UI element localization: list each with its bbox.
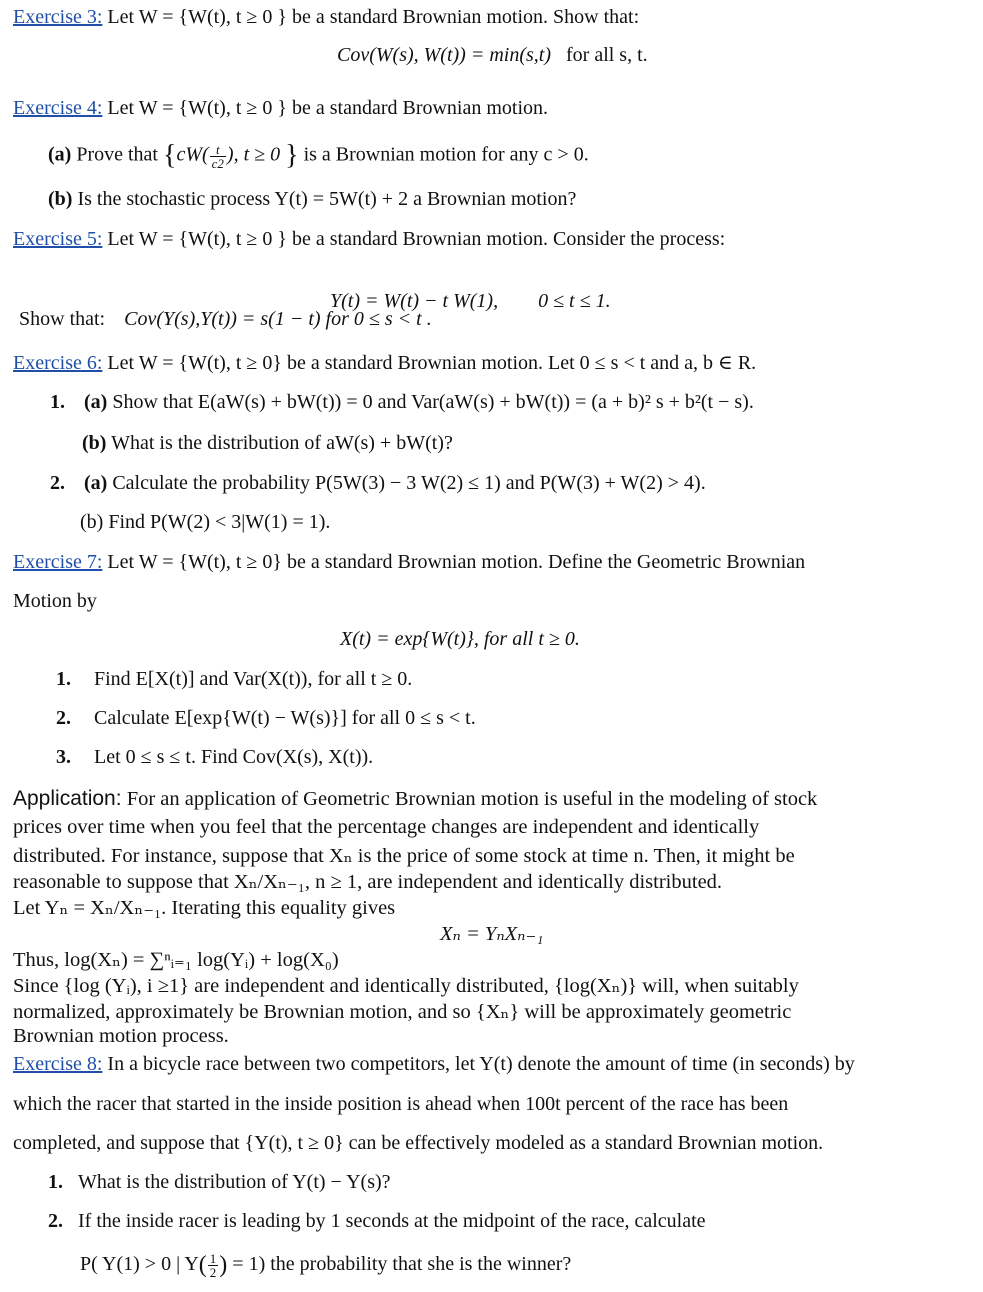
- ex3-formula-suffix: for all s, t.: [566, 44, 648, 66]
- application-l7: Since {log (Yᵢ), i ≥1} are independent and identically distributed, {log(Xₙ)} will, when suitably: [13, 975, 799, 997]
- application-line-4: [13, 869, 722, 894]
- ex6-i1a-line: [50, 391, 754, 414]
- ex8-l2: which the racer that started in the inside position is ahead when 100t percent of the race has been: [13, 1093, 789, 1115]
- ex8-frac-num: 1: [209, 1251, 217, 1266]
- ex7-item-2-num: 2.: [56, 707, 71, 729]
- ex4-a-suffix: is a Brownian motion for any c > 0.: [303, 143, 589, 166]
- ex8-item-2-num: 2.: [48, 1210, 63, 1232]
- application-l8: normalized, approximately be Brownian motion, and so {Xₙ} will be approximately geometric: [13, 1001, 792, 1023]
- ex7-line: [13, 551, 805, 574]
- ex3-line: [13, 6, 639, 29]
- ex3-text: Let W = {W(t), t ≥ 0 } be a standard Brownian motion. Show that:: [107, 6, 640, 28]
- application-line-5: [13, 895, 395, 920]
- ex8-prob-line: [80, 1252, 571, 1279]
- ex6-i2b-line: [80, 511, 330, 534]
- ex8-line-2: [13, 1093, 788, 1116]
- ex6-i1a-text: Show that E(aW(s) + bW(t)) = 0 and Var(aW(s) + bW(t)) = (a + b)² s + b²(t − s).: [112, 391, 754, 413]
- application-line-9: [13, 1025, 229, 1048]
- ex7-item-3-text: Let 0 ≤ s ≤ t. Find Cov(X(s), X(t)).: [94, 746, 374, 768]
- ex6-text: Let W = {W(t), t ≥ 0} be a standard Brownian motion. Let 0 ≤ s < t and a, b ∈ R.: [107, 352, 757, 374]
- ex4-a-brace-close: }: [285, 140, 299, 171]
- ex4-a-frac-num: t: [210, 143, 226, 157]
- ex5-formula: Y(t) = W(t) − t W(1), 0 ≤ t ≤ 1.: [330, 290, 611, 312]
- ex4-text: Let W = {W(t), t ≥ 0 } be a standard Brownian motion.: [107, 97, 549, 119]
- ex3-formula-line: [337, 44, 648, 67]
- ex4-a-brace-open: {: [162, 140, 177, 171]
- application-l3: distributed. For instance, suppose that Xₙ is the price of some stock at time n. Then, it might be: [13, 845, 795, 867]
- ex8-item-1-text: What is the distribution of Y(t) − Y(s)?: [78, 1171, 391, 1193]
- ex5-show-line: [19, 308, 432, 331]
- ex8-item-2-text: If the inside racer is leading by 1 seconds at the midpoint of the race, calculate: [78, 1210, 706, 1232]
- ex7-formula: X(t) = exp{W(t)}, for all t ≥ 0.: [340, 628, 580, 650]
- application-line-8: [13, 999, 791, 1024]
- application-l1: For an application of Geometric Brownian motion is useful in the modeling of stock: [126, 788, 818, 810]
- ex7-item-2-text: Calculate E[exp{W(t) − W(s)}] for all 0 ≤ s < t.: [94, 707, 476, 729]
- ex8-item-1: [48, 1171, 391, 1194]
- ex7-item-1-num: 1.: [56, 668, 71, 690]
- ex6-i1-num: 1.: [50, 391, 65, 413]
- ex8-item-2: [48, 1210, 706, 1233]
- application-line-3: [13, 843, 795, 868]
- ex6-i1a-label: (a): [84, 391, 108, 413]
- ex6-i2b-label: (b): [80, 511, 104, 533]
- ex5-line: [13, 228, 725, 251]
- ex7-heading[interactable]: Exercise 7:: [13, 551, 103, 573]
- ex5-formula-line: [320, 267, 611, 313]
- ex5-heading[interactable]: Exercise 5:: [13, 228, 103, 250]
- ex4-a-label: (a): [48, 143, 72, 166]
- ex6-i2a-line: [50, 472, 706, 495]
- ex4-heading[interactable]: Exercise 4:: [13, 97, 103, 119]
- ex6-i2a-label: (a): [84, 472, 108, 494]
- ex4-a-frac-den: c2: [211, 155, 224, 171]
- application-formula-line: [440, 921, 543, 946]
- application-line-2: [13, 816, 759, 839]
- ex8-line-3: [13, 1132, 823, 1155]
- ex4-b-text: Is the stochastic process Y(t) = 5W(t) + 2 a Brownian motion?: [77, 188, 577, 210]
- application-l9: Brownian motion process.: [13, 1025, 229, 1047]
- ex6-heading[interactable]: Exercise 6:: [13, 352, 103, 374]
- ex4-line: [13, 97, 548, 120]
- ex6-line: [13, 350, 756, 375]
- ex7-formula-line: [340, 628, 580, 651]
- ex3-heading[interactable]: Exercise 3:: [13, 6, 103, 28]
- ex7-item-1: [56, 668, 412, 691]
- ex5-text: Let W = {W(t), t ≥ 0 } be a standard Brownian motion. Consider the process:: [107, 228, 726, 250]
- ex8-prob-left: P( Y(1) > 0 | Y: [80, 1253, 199, 1276]
- application-l6: Thus, log(Xₙ) = ∑ⁿᵢ₌₁ log(Yᵢ) + log(X₀): [13, 949, 339, 971]
- ex4-a-set-left: cW(: [176, 143, 209, 166]
- ex6-i2-num: 2.: [50, 472, 65, 494]
- application-line-7: [13, 973, 799, 998]
- ex7-item-3: [56, 746, 373, 769]
- ex4-b-label: (b): [48, 188, 73, 210]
- ex5-show-formula: Cov(Y(s),Y(t)) = s(1 − t) for 0 ≤ s < t .: [124, 308, 432, 330]
- ex8-frac-den: 2: [209, 1265, 217, 1280]
- ex6-i1b-label: (b): [82, 432, 107, 454]
- application-formula: Xₙ = YₙXₙ₋₁: [440, 923, 544, 945]
- ex8-paren-close: ): [219, 1252, 228, 1278]
- application-title: Application:: [13, 787, 122, 810]
- ex8-heading[interactable]: Exercise 8:: [13, 1053, 103, 1075]
- ex7-item-3-num: 3.: [56, 746, 71, 768]
- ex7-text2: Motion by: [13, 590, 97, 612]
- ex8-prob-right: = 1) the probability that she is the winner?: [232, 1253, 572, 1276]
- ex4-a-frac: [210, 143, 226, 170]
- ex8-l1: In a bicycle race between two competitors, let Y(t) denote the amount of time (in seconds) by: [107, 1053, 855, 1075]
- ex7-text: Let W = {W(t), t ≥ 0} be a standard Brownian motion. Define the Geometric Brownian: [107, 551, 806, 573]
- ex8-item-1-num: 1.: [48, 1171, 63, 1193]
- ex3-formula: Cov(W(s), W(t)) = min(s,t): [337, 44, 551, 66]
- ex6-i2a-text: Calculate the probability P(5W(3) − 3 W(2) ≤ 1) and P(W(3) + W(2) > 4).: [112, 472, 706, 494]
- ex8-paren-open: (: [198, 1252, 207, 1278]
- ex4-a-prefix: Prove that: [76, 143, 158, 166]
- ex7-item-1-text: Find E[X(t)] and Var(X(t)), for all t ≥ 0.: [94, 668, 413, 690]
- ex4-a-line: [48, 140, 589, 172]
- application-l4: reasonable to suppose that Xₙ/Xₙ₋₁, n ≥ 1, are independent and identically distributed.: [13, 871, 723, 893]
- ex7-line2: [13, 590, 97, 613]
- ex6-i2b-text: Find P(W(2) < 3|W(1) = 1).: [108, 511, 331, 533]
- ex7-item-2: [56, 707, 476, 730]
- ex4-a-set-right: ), t ≥ 0: [226, 143, 281, 166]
- ex5-show-label: Show that:: [19, 308, 106, 330]
- ex8-line-1: [13, 1053, 855, 1076]
- ex8-frac: [208, 1252, 219, 1279]
- application-l5: Let Yₙ = Xₙ/Xₙ₋₁. Iterating this equality gives: [13, 897, 396, 919]
- application-line-1: [13, 787, 817, 811]
- ex8-l3: completed, and suppose that {Y(t), t ≥ 0} can be effectively modeled as a standard Brownian motion.: [13, 1132, 824, 1154]
- ex6-i1b-text: What is the distribution of aW(s) + bW(t)?: [111, 432, 453, 454]
- application-line-6: [13, 947, 339, 972]
- ex6-i1b-line: [82, 432, 453, 455]
- application-l2: prices over time when you feel that the percentage changes are independent and identically: [13, 816, 760, 838]
- ex4-b-line: [48, 188, 576, 211]
